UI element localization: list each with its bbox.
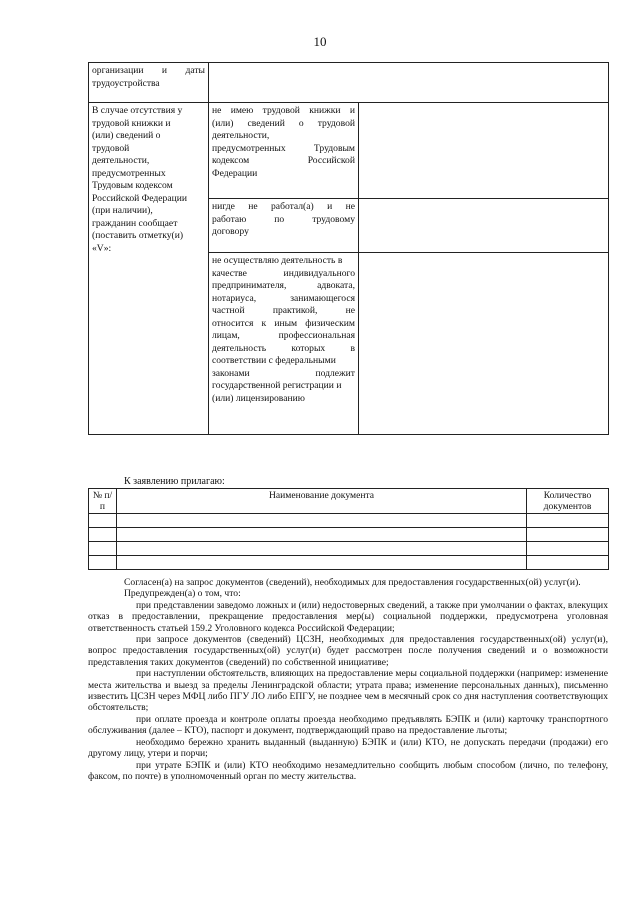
option-row bbox=[89, 103, 609, 199]
option-no-entrepreneurship bbox=[209, 253, 359, 435]
attachments-table bbox=[88, 488, 609, 570]
attachment-name-cell[interactable] bbox=[117, 556, 527, 570]
employment-org-cell: организации и даты трудоустройства bbox=[89, 63, 209, 103]
option-mark-cell[interactable] bbox=[359, 253, 609, 435]
absence-note-line: гражданин сообщает bbox=[92, 217, 178, 229]
attachments-header-row bbox=[89, 489, 609, 514]
option-line: деятельности, bbox=[212, 130, 270, 141]
option-line: договору bbox=[212, 226, 249, 237]
attachment-num-cell[interactable] bbox=[89, 542, 117, 556]
attachment-row bbox=[89, 556, 609, 570]
option-line: предпринимателя, адвоката, bbox=[212, 280, 355, 291]
option-line: государственной регистрации и bbox=[212, 380, 342, 391]
attachments-title: К заявлению прилагаю: bbox=[124, 476, 225, 487]
option-line: предусмотренных Трудовым bbox=[212, 142, 355, 154]
absence-note-line: (или) сведений о bbox=[92, 130, 161, 141]
option-line: не имею трудовой книжки и bbox=[212, 105, 355, 116]
option-line: кодексом Российской bbox=[212, 155, 355, 166]
absence-note-line: трудовой bbox=[92, 142, 130, 154]
employment-table bbox=[88, 62, 609, 435]
option-line: частной практикой, не bbox=[212, 305, 355, 316]
warning-item: при запросе документов (сведений) ЦСЗН, необходимых для предоставления государственных(ой) услуг(и), вопрос предоставления государственных(ой) услуг(и) будет рассмотрен после получения сведений и о возможности представления таких документов (сведений) по собственной инициативе; bbox=[88, 634, 608, 668]
col-num-header: № п/п bbox=[89, 489, 117, 514]
page-number: 10 bbox=[313, 34, 327, 49]
absence-note-line: «V»: bbox=[92, 242, 112, 254]
col-name-header: Наименование документа bbox=[117, 489, 527, 514]
warning-item: при наступлении обстоятельств, влияющих на предоставление меры социальной поддержки (например: изменение места жительства и выезд за пределы Ленинградской области; утрата права; изменение персональных данных), письменно известить ЦСЗН через МФЦ либо ПГУ ЛО либо ЕПГУ, не позднее чем в месячный срок со дня наступления соответствующих обстоятельств; bbox=[88, 668, 608, 714]
attachment-name-cell[interactable] bbox=[117, 528, 527, 542]
attachment-num-cell[interactable] bbox=[89, 556, 117, 570]
absence-note-cell bbox=[89, 103, 209, 435]
absence-note-line: (поставить отметку(и) bbox=[92, 230, 184, 241]
option-line: Федерации bbox=[212, 167, 258, 179]
option-line: качестве индивидуального bbox=[212, 267, 355, 279]
option-line: (или) лицензированию bbox=[212, 392, 305, 404]
option-mark-cell[interactable] bbox=[359, 199, 609, 253]
option-line: не осуществляю деятельность в bbox=[212, 255, 343, 266]
attachment-name-cell[interactable] bbox=[117, 514, 527, 528]
attachment-row bbox=[89, 542, 609, 556]
option-mark-cell[interactable] bbox=[359, 103, 609, 199]
option-line: законами подлежит bbox=[212, 367, 355, 379]
col-qty-header: Количество документов bbox=[527, 489, 609, 514]
absence-note-line: деятельности, bbox=[92, 155, 150, 166]
option-line: нигде не работал(а) и не bbox=[212, 201, 355, 212]
consent-paragraph: Согласен(а) на запрос документов (сведений), необходимых для предоставления государственных(ой) услуг(и). bbox=[124, 577, 581, 588]
warning-intro: Предупрежден(а) о том, что: bbox=[124, 588, 241, 600]
option-not-employed bbox=[209, 199, 359, 253]
option-line: работаю по трудовому bbox=[212, 213, 355, 225]
absence-note-line: В случае отсутствия у bbox=[92, 105, 183, 116]
absence-note-line: предусмотренных bbox=[92, 167, 166, 179]
warning-item: необходимо бережно хранить выданный (выданную) БЭПК и (или) КТО, не допускать передачи (продажи) его другому лицу, утери и порчи; bbox=[88, 736, 608, 760]
option-no-labour-book bbox=[209, 103, 359, 199]
attachment-qty-cell[interactable] bbox=[527, 528, 609, 542]
consent-text bbox=[88, 577, 608, 782]
absence-note-line: Трудовым кодексом bbox=[92, 180, 173, 191]
warning-item: при представлении заведомо ложных и (или) недостоверных сведений, а также при умолчании о фактах, влекущих отказ в предоставлении, прекращение предоставления мер(ы) социальной поддержки, предусмотрена уголовная ответственность статьей 159.2 Уголовного кодекса Российской Федерации; bbox=[88, 599, 608, 634]
option-line: (или) сведений о трудовой bbox=[212, 117, 355, 129]
attachment-qty-cell[interactable] bbox=[527, 556, 609, 570]
option-line: соответствии с федеральными bbox=[212, 355, 336, 366]
warning-item: при утрате БЭПК и (или) КТО необходимо незамедлительно сообщить любым способом (лично, по телефону, факсом, по почте) в уполномоченный орган по месту жительства. bbox=[88, 759, 608, 782]
absence-note-line: Российской Федерации bbox=[92, 192, 187, 204]
absence-note-line: трудовой книжки и bbox=[92, 117, 171, 129]
attachment-num-cell[interactable] bbox=[89, 528, 117, 542]
option-line: нотариуса, занимающегося bbox=[212, 292, 355, 304]
attachment-row bbox=[89, 528, 609, 542]
option-line: лицам, профессиональная bbox=[212, 330, 355, 341]
option-line: деятельность которых в bbox=[212, 342, 355, 354]
absence-note-line: (при наличии), bbox=[92, 205, 153, 216]
attachment-num-cell[interactable] bbox=[89, 514, 117, 528]
employment-header-row bbox=[89, 63, 609, 103]
option-line: относится к иным физическим bbox=[212, 317, 355, 329]
employment-org-value bbox=[209, 63, 609, 103]
attachment-name-cell[interactable] bbox=[117, 542, 527, 556]
attachment-qty-cell[interactable] bbox=[527, 542, 609, 556]
attachment-row bbox=[89, 514, 609, 528]
attachment-qty-cell[interactable] bbox=[527, 514, 609, 528]
warning-item: при оплате проезда и контроле оплаты проезда необходимо предъявлять БЭПК и (или) карточку транспортного обслуживания (далее – КТО), паспорт и документ, подтверждающий право на предоставление льготы; bbox=[88, 713, 608, 737]
